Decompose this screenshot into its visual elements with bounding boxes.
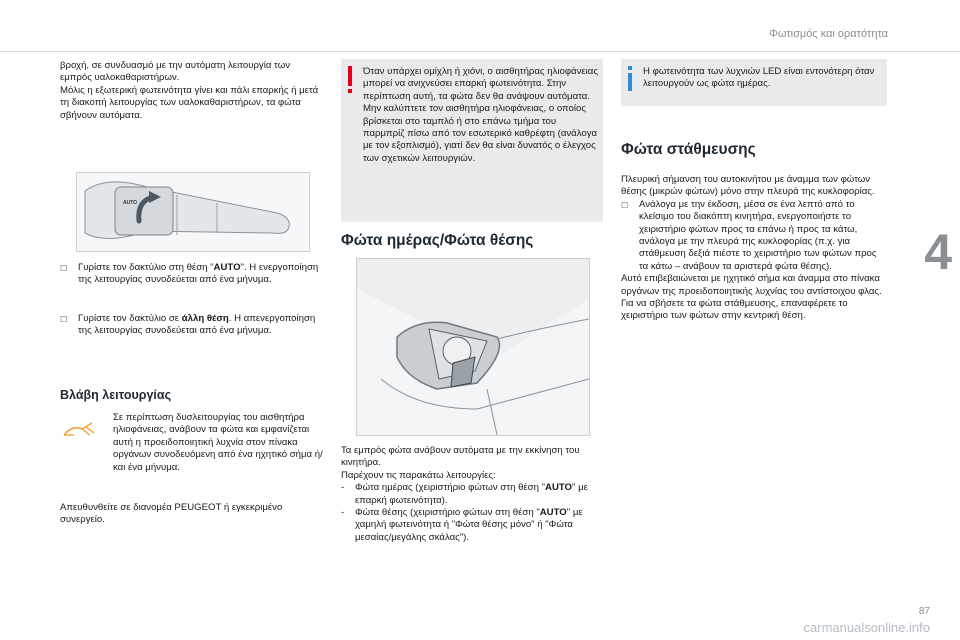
dash-item — [341, 507, 603, 544]
watermark: carmanualsonline.info — [803, 620, 930, 635]
lighting-warning-icon — [60, 421, 100, 441]
chapter-number: 4 — [924, 224, 952, 280]
header-divider — [0, 51, 960, 52]
bullet-text: Γυρίστε τον δακτύλιο στη θέση "AUTO". Η ενεργοποίηση της λειτουργίας συνοδεύεται από ένα μήνυμα. — [78, 262, 319, 286]
intro-text — [60, 60, 322, 122]
warning-note-text — [363, 66, 599, 165]
fault-heading: Βλάβη λειτουργίας — [60, 388, 172, 402]
light-stalk-illustration — [76, 172, 310, 252]
info-note-box — [621, 59, 887, 106]
drl-heading: Φώτα ημέρας/Φώτα θέσης — [341, 232, 534, 249]
auto-off-instruction — [60, 313, 322, 338]
warning-note-box — [341, 59, 603, 222]
fault-text: Σε περίπτωση δυσλειτουργίας του αισθητήρα ηλιοφάνειας, ανάβουν τα φώτα και εμφανίζεται αυτή η προειδοποιητική λυχνία στον πίνακα οργάνων συνοδευόμενη από ένα ηχητικό σήμα ή/και ένα μήνυμα. — [113, 412, 323, 473]
intro-paragraph: Μόλις η εξωτερική φωτεινότητα γίνει και πάλι επαρκής ή μετά τη διακοπή λειτουργίας των υαλοκαθαριστήρων, τα φώτα σβήνουν αυτόματα. — [60, 84, 319, 121]
intro-paragraph: βροχή, σε συνδυασμό με την αυτόματη λειτουργία των εμπρός υαλοκαθαριστήρων. — [60, 60, 290, 84]
drl-text — [341, 445, 603, 544]
dash-marker: - — [341, 507, 345, 519]
checkbox-bullet-icon: ☐ — [621, 200, 629, 210]
headlamp-illustration — [356, 258, 590, 436]
parking-heading: Φώτα στάθμευσης — [621, 141, 756, 158]
checkbox-bullet-icon: ☐ — [60, 264, 68, 273]
warning-exclamation-dot — [348, 89, 352, 93]
page-number: 87 — [918, 606, 930, 617]
parking-after-paragraph: Για να σβήσετε τα φώτα στάθμευσης, επαναφέρετε το χειριστήριο των φώτων στην κεντρική θέση. — [621, 298, 848, 322]
section-title: Φωτισμός και ορατότητα — [769, 28, 888, 40]
drl-intro-paragraph: Παρέχουν τις παρακάτω λειτουργίες: — [341, 469, 496, 481]
parking-intro: Πλευρική σήμανση του αυτοκινήτου με άναμμα των φώτων θέσης (μικρών φώτων) μόνο στην πλευρά της κυκλοφορίας. — [621, 174, 875, 198]
bullet-item — [60, 313, 322, 338]
stalk-auto-label: AUTO — [123, 200, 138, 206]
bullet-item — [60, 262, 322, 287]
warning-paragraph: Όταν υπάρχει ομίχλη ή χιόνι, ο αισθητήρας ηλιοφάνειας μπορεί να ανιχνεύσει επαρκή φωτεινότητα. Στην περίπτωση αυτή, τα φώτα δεν θα ανάψουν αυτόματα. — [363, 66, 598, 102]
bullet-text: Ανάλογα με την έκδοση, μέσα σε ένα λεπτό από το κλείσιμο του διακόπτη κινητήρα, ενεργοποιήστε το χειριστήριο φώτων προς τα επάνω ή προς τα κάτω, ανάλογα με την πλευρά της κυκλοφορίας (π.χ. για στάθμευση δεξιά πιέστε το χειριστήριο των φώτων προς τα κάτω – ανάβουν τα αριστερά φώτα θέσης). — [639, 198, 877, 272]
auto-on-instruction — [60, 262, 322, 287]
info-note-text: Η φωτεινότητα των λυχνιών LED είναι εντονότερη όταν λειτουργούν ως φώτα ημέρας. — [643, 66, 875, 90]
warning-paragraph: Μην καλύπτετε τον αισθητήρα ηλιοφάνειας, ο οποίος βρίσκεται στο ταμπλό ή στο επάνω τμήμα του παρμπρίζ πίσω από τον εσωτερικό καθρέφτη (ανάλογα με τον εξοπλισμό), γιατί δεν θα είναι δυνατός ο έλεγχος των σχετικών λειτουργιών. — [363, 103, 598, 164]
headlamp-drawing — [357, 259, 589, 435]
parking-text — [621, 174, 887, 323]
light-stalk-drawing — [77, 173, 309, 251]
dash-text: Φώτα θέσης (χειριστήριο φώτων στη θέση "AUTO" με χαμηλή φωτεινότητα ή "Φώτα θέσης μόνο" ή "Φώτα μεσαίας/μεγάλης σκάλας"). — [355, 507, 583, 543]
info-icon-dot — [628, 66, 632, 70]
info-icon — [628, 73, 632, 91]
dash-item — [341, 482, 603, 507]
dealer-text: Απευθυνθείτε σε διανομέα PEUGEOT ή εγκεκριμένο συνεργείο. — [60, 502, 283, 526]
dash-text: Φώτα ημέρας (χειριστήριο φώτων στη θέση "AUTO" με επαρκή φωτεινότητα). — [355, 482, 588, 506]
parking-after-paragraph: Αυτό επιβεβαιώνεται με ηχητικό σήμα και άναμμα στο πίνακα οργάνων της προειδοποιητικής λυχνίας του αντίστοιχου φλας. — [621, 273, 882, 297]
checkbox-bullet-icon: ☐ — [60, 315, 68, 324]
bullet-item — [621, 199, 887, 273]
drl-intro-paragraph: Τα εμπρός φώτα ανάβουν αυτόματα με την εκκίνηση του κινητήρα. — [341, 445, 580, 469]
bullet-text: Γυρίστε τον δακτύλιο σε άλλη θέση. Η απενεργοποίηση της λειτουργίας συνοδεύεται από ένα μήνυμα. — [78, 313, 316, 337]
dash-marker: - — [341, 482, 345, 494]
warning-exclamation-icon — [348, 66, 352, 86]
